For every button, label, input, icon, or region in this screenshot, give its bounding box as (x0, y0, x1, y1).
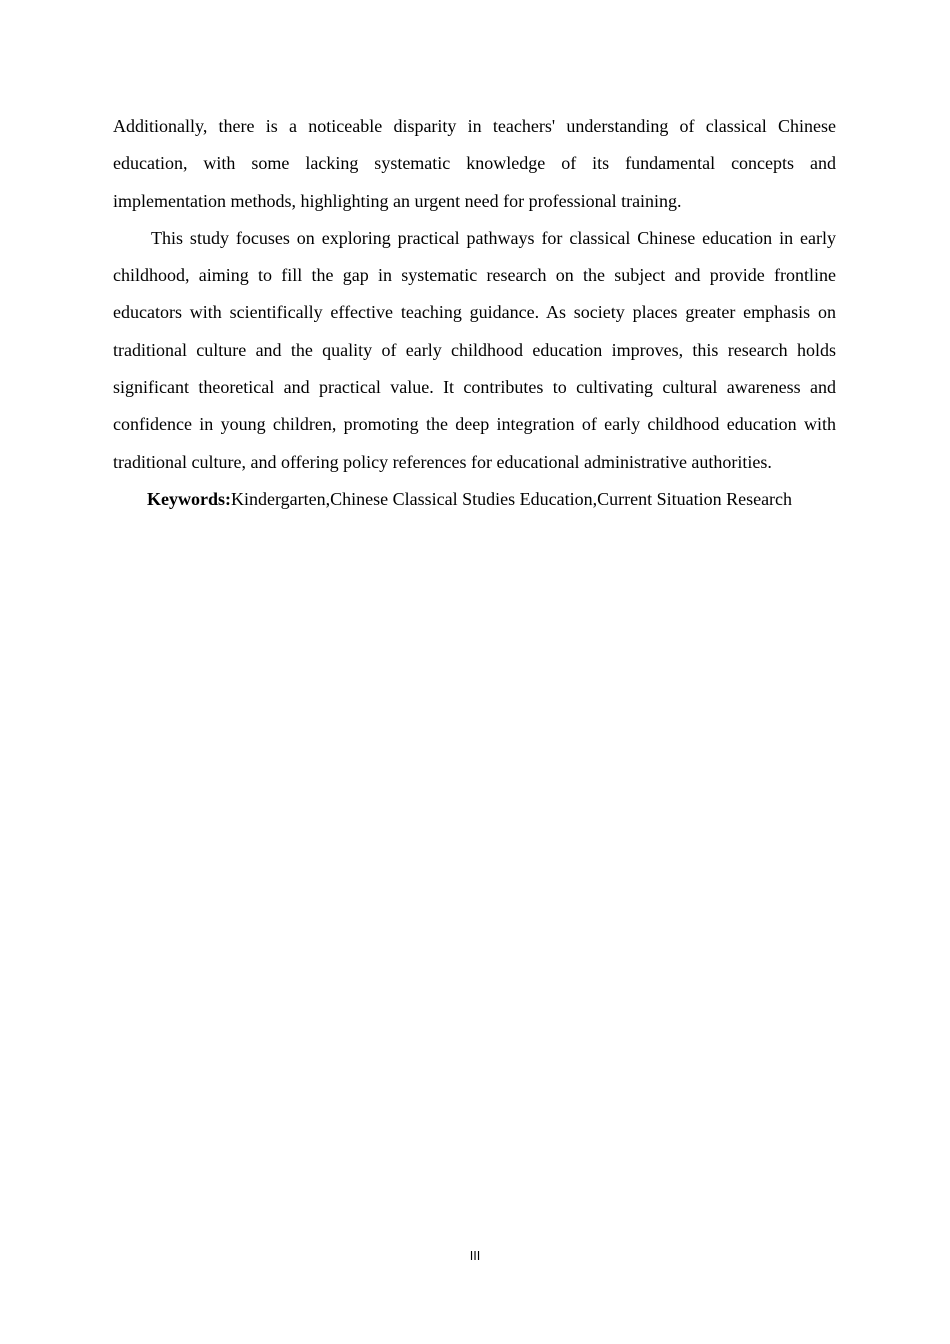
keywords-line (113, 481, 836, 518)
page-number: III (469, 1249, 481, 1263)
paragraph-continuation: Additionally, there is a noticeable disparity in teachers' understanding of classical Chinese education, with some lacking systematic knowledge of its fundamental concepts and implementation methods, highlighting an urgent need for professional training. (113, 116, 836, 211)
abstract-body (113, 108, 836, 518)
paragraph-study-focus: This study focuses on exploring practical pathways for classical Chinese education in early childhood, aiming to fill the gap in systematic research on the subject and provide frontline educators with scientifically effective teaching guidance. As society places greater emphasis on traditional culture and the quality of early childhood education improves, this research holds significant theoretical and practical value. It contributes to cultivating cultural awareness and confidence in young children, promoting the deep integration of early childhood education with traditional culture, and offering policy references for educational administrative authorities. (113, 227, 836, 472)
keywords-value: Kindergarten,Chinese Classical Studies Education,Current Situation Research (231, 488, 793, 509)
keywords-label: Keywords: (147, 488, 231, 509)
